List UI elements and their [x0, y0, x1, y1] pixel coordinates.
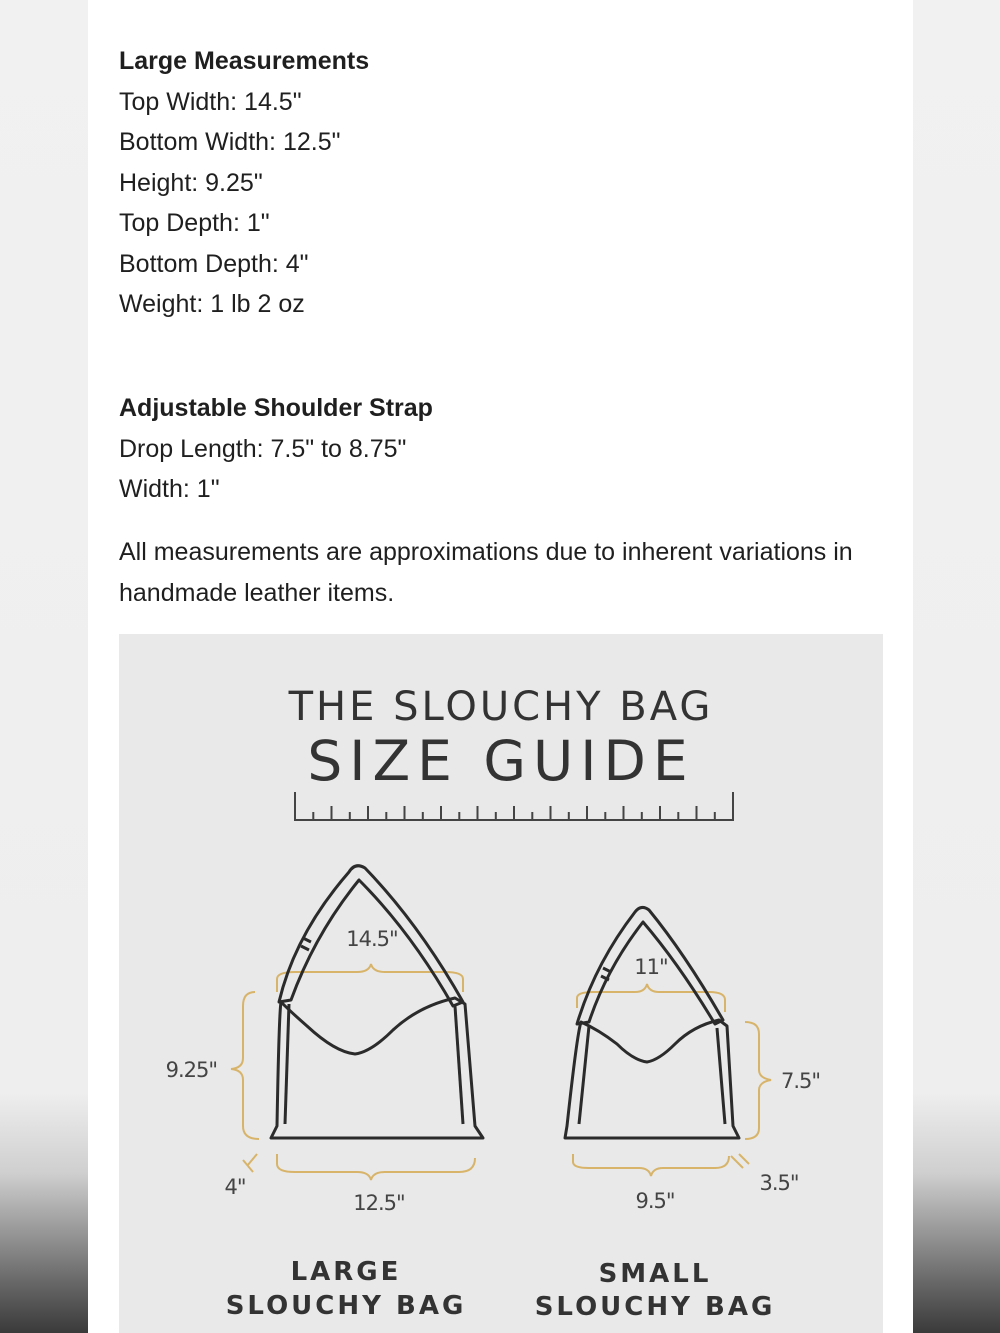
spec-weight: Weight: 1 lb 2 oz — [119, 290, 305, 318]
strap-drop-length: Drop Length: 7.5" to 8.75" — [119, 434, 407, 463]
spec-top-width: Top Width: 14.5" — [119, 87, 302, 116]
small-top-width-label: 11" — [634, 955, 668, 979]
large-bag-name-line1: LARGE — [290, 1257, 402, 1287]
strap-section — [119, 388, 433, 510]
spec-top-depth: Top Depth: 1" — [119, 209, 270, 237]
large-bag-dimension-lines — [231, 964, 475, 1180]
small-bottom-width-label: 9.5" — [635, 1189, 675, 1213]
large-bag-name-line2: SLOUCHY BAG — [225, 1291, 467, 1321]
size-guide-image — [119, 634, 883, 1333]
small-bag-dimension-lines — [573, 984, 771, 1176]
strap-heading: Adjustable Shoulder Strap — [119, 394, 433, 422]
large-height-label: 9.25" — [165, 1058, 217, 1082]
large-measurements-section — [119, 41, 369, 325]
large-bottom-width-label: 12.5" — [353, 1191, 405, 1215]
size-guide-title-line2: SIZE GUIDE — [307, 729, 695, 793]
size-guide-graphic — [119, 634, 883, 1333]
spec-height: Height: 9.25" — [119, 168, 263, 197]
large-depth-label: 4" — [224, 1175, 246, 1199]
large-measurements-heading: Large Measurements — [119, 47, 370, 75]
spec-bottom-width: Bottom Width: 12.5" — [119, 128, 341, 156]
large-top-width-label: 14.5" — [346, 927, 398, 951]
size-guide-title-line1: THE SLOUCHY BAG — [288, 684, 714, 730]
large-bag-outline — [271, 866, 483, 1138]
approximation-note: All measurements are approximations due to inherent variations in handmade leather items. — [119, 538, 853, 607]
ruler-icon — [295, 792, 733, 820]
small-depth-label: 3.5" — [759, 1171, 799, 1195]
product-description-panel — [88, 0, 913, 1333]
small-bag-name-line2: SLOUCHY BAG — [534, 1292, 776, 1322]
large-bag-illustration — [166, 866, 483, 1321]
small-bag-name-line1: SMALL — [598, 1259, 712, 1289]
spec-bottom-depth: Bottom Depth: 4" — [119, 249, 309, 278]
strap-width: Width: 1" — [119, 475, 220, 503]
small-height-label: 7.5" — [781, 1069, 821, 1093]
small-bag-illustration — [535, 907, 820, 1322]
small-bag-outline — [565, 907, 739, 1138]
